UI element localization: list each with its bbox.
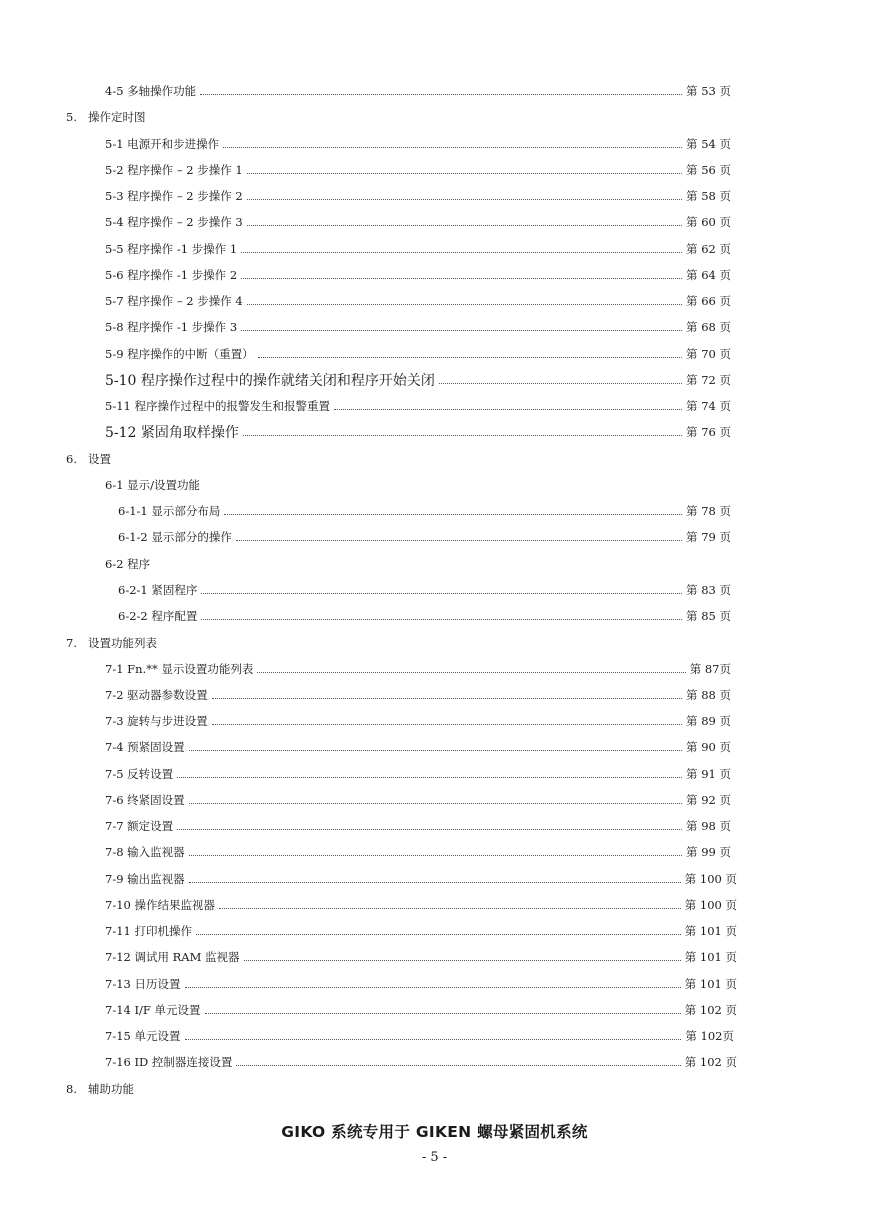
toc-entry-page: 第 56 页 (686, 163, 731, 177)
toc-entry-label: 6-1 显示/设置功能 (105, 478, 201, 492)
dot-leader (189, 855, 682, 856)
toc-section-heading[interactable] (66, 106, 146, 128)
toc-entry-label: 7-16 ID 控制器连接设置 (105, 1055, 233, 1069)
toc-section-heading[interactable] (66, 632, 157, 654)
toc-subheading[interactable] (105, 553, 150, 575)
dot-leader (189, 882, 681, 883)
toc-entry-label: 5-5 程序操作 -1 步操作 1 (105, 242, 238, 256)
toc-entry-label: 6-1-2 显示部分的操作 (118, 530, 232, 544)
toc-entry[interactable] (105, 999, 737, 1021)
dot-leader (189, 750, 682, 751)
dot-leader (241, 278, 682, 279)
toc-entry[interactable] (105, 894, 737, 916)
toc-entry[interactable] (118, 579, 731, 601)
dot-leader (185, 1039, 682, 1040)
toc-entry-page: 第 102 页 (684, 1003, 737, 1017)
toc-entry-page: 第 58 页 (686, 189, 731, 203)
dot-leader (243, 435, 682, 436)
toc-entry[interactable] (105, 395, 731, 417)
dot-leader (223, 147, 682, 148)
toc-entry-page: 第 70 页 (686, 347, 731, 361)
toc-entry-label: 5-4 程序操作 – 2 步操作 3 (105, 215, 243, 229)
toc-entry-page: 第 90 页 (686, 740, 731, 754)
toc-entry-page: 第 101 页 (684, 924, 737, 938)
toc-entry-page: 第 60 页 (686, 215, 731, 229)
dot-leader (189, 803, 682, 804)
toc-entry[interactable] (105, 1051, 737, 1073)
section-title: 设置功能列表 (88, 636, 157, 650)
toc-entry-label: 5-9 程序操作的中断（重置） (105, 347, 254, 361)
toc-entry-page: 第 83 页 (686, 583, 731, 597)
dot-leader (258, 357, 682, 358)
toc-entry-page: 第 102页 (685, 1029, 734, 1043)
dot-leader (212, 724, 682, 725)
toc-entry-label: 7-11 打印机操作 (105, 924, 192, 938)
section-number: 6. (66, 452, 77, 466)
dot-leader (247, 199, 682, 200)
section-number: 8. (66, 1082, 77, 1096)
section-title: 设置 (88, 452, 111, 466)
toc-entry-page: 第 88 页 (686, 688, 731, 702)
toc-entry[interactable] (105, 238, 731, 260)
toc-entry-label: 7-8 输入监视器 (105, 845, 185, 859)
toc-entry-page: 第 64 页 (686, 268, 731, 282)
toc-entry[interactable] (105, 80, 731, 102)
toc-entry[interactable] (118, 500, 731, 522)
dot-leader (224, 514, 682, 515)
dot-leader (196, 934, 681, 935)
toc-entry[interactable] (105, 815, 731, 837)
toc-entry-label: 7-12 调试用 RAM 监视器 (105, 950, 240, 964)
dot-leader (247, 304, 682, 305)
toc-section-heading[interactable] (66, 448, 111, 470)
section-number: 7. (66, 636, 77, 650)
dot-leader (236, 1065, 680, 1066)
toc-entry[interactable] (118, 526, 731, 548)
toc-entry[interactable] (105, 290, 731, 312)
toc-entry-page: 第 102 页 (684, 1055, 737, 1069)
toc-entry-label: 6-1-1 显示部分布局 (118, 504, 221, 518)
dot-leader (244, 960, 681, 961)
toc-entry-label: 7-2 驱动器参数设置 (105, 688, 208, 702)
toc-entry-page: 第 91 页 (686, 767, 731, 781)
dot-leader (219, 908, 681, 909)
dot-leader (247, 225, 682, 226)
toc-entry-label: 7-7 额定设置 (105, 819, 174, 833)
toc-entry[interactable] (105, 946, 737, 968)
toc-entry[interactable] (105, 264, 731, 286)
toc-entry-label: 7-9 输出监视器 (105, 872, 185, 886)
toc-section-heading[interactable] (66, 1078, 134, 1100)
toc-entry-page: 第 78 页 (686, 504, 731, 518)
toc-entry[interactable] (105, 211, 731, 233)
toc-entry-page: 第 72 页 (686, 373, 731, 387)
toc-entry-page: 第 74 页 (686, 399, 731, 413)
toc-entry[interactable] (105, 789, 731, 811)
toc-entry[interactable] (105, 159, 731, 181)
toc-entry[interactable] (105, 185, 731, 207)
toc-entry[interactable] (105, 369, 731, 391)
toc-entry[interactable] (105, 316, 731, 338)
toc-entry[interactable] (105, 973, 737, 995)
section-title: 操作定时图 (88, 110, 146, 124)
dot-leader (177, 777, 682, 778)
toc-entry-label: 7-15 单元设置 (105, 1029, 181, 1043)
dot-leader (185, 987, 681, 988)
dot-leader (201, 593, 682, 594)
dot-leader (247, 173, 682, 174)
dot-leader (257, 672, 685, 673)
toc-entry[interactable] (105, 710, 731, 732)
toc-entry-label: 7-13 日历设置 (105, 977, 181, 991)
dot-leader (236, 540, 682, 541)
toc-entry[interactable] (105, 684, 731, 706)
toc-entry[interactable] (105, 1025, 734, 1047)
toc-entry-label: 4-5 多轴操作功能 (105, 84, 197, 98)
dot-leader (200, 94, 682, 95)
toc-entry-page: 第 68 页 (686, 320, 731, 334)
toc-entry-label: 7-14 I/F 单元设置 (105, 1003, 201, 1017)
toc-entry[interactable] (105, 421, 731, 443)
toc-entry-label: 7-5 反转设置 (105, 767, 174, 781)
toc-entry-page: 第 85 页 (686, 609, 731, 623)
page-number: - 5 - (421, 1150, 448, 1165)
toc-entry[interactable] (105, 736, 731, 758)
toc-entry-page: 第 76 页 (686, 425, 731, 439)
toc-entry[interactable] (105, 841, 731, 863)
toc-entry-label: 5-10 程序操作过程中的操作就绪关闭和程序开始关闭 (105, 373, 435, 389)
dot-leader (205, 1013, 681, 1014)
toc-entry-label: 7-10 操作结果监视器 (105, 898, 215, 912)
toc-subheading[interactable] (105, 474, 200, 496)
toc-entry-label: 5-8 程序操作 -1 步操作 3 (105, 320, 238, 334)
toc-entry-page: 第 54 页 (686, 137, 731, 151)
section-title: 辅助功能 (88, 1082, 134, 1096)
dot-leader (241, 252, 682, 253)
toc-entry-page: 第 53 页 (686, 84, 731, 98)
toc-entry[interactable] (105, 868, 737, 890)
toc-entry-label: 6-2 程序 (105, 557, 151, 571)
toc-entry-page: 第 87页 (689, 662, 731, 676)
toc-entry-page: 第 100 页 (684, 898, 737, 912)
dot-leader (177, 829, 682, 830)
toc-entry-page: 第 89 页 (686, 714, 731, 728)
dot-leader (334, 409, 682, 410)
toc-entry[interactable] (105, 133, 731, 155)
toc-entry-page: 第 92 页 (686, 793, 731, 807)
toc-entry-label: 5-11 程序操作过程中的报警发生和报警重置 (105, 399, 330, 413)
toc-entry-label: 5-3 程序操作 – 2 步操作 2 (105, 189, 243, 203)
toc-entry-label: 7-3 旋转与步进设置 (105, 714, 208, 728)
toc-entry-page: 第 101 页 (684, 950, 737, 964)
toc-entry-label: 5-7 程序操作 – 2 步操作 4 (105, 294, 243, 308)
toc-entry-label: 5-6 程序操作 -1 步操作 2 (105, 268, 238, 282)
toc-entry-label: 7-1 Fn.** 显示设置功能列表 (105, 662, 254, 676)
toc-entry[interactable] (105, 763, 731, 785)
toc-entry-label: 6-2-2 程序配置 (118, 609, 198, 623)
toc-entry-label: 6-2-1 紧固程序 (118, 583, 198, 597)
toc-entry-label: 7-6 终紧固设置 (105, 793, 185, 807)
toc-entry-page: 第 101 页 (684, 977, 737, 991)
toc-entry-page: 第 62 页 (686, 242, 731, 256)
toc-entry-label: 7-4 预紧固设置 (105, 740, 185, 754)
dot-leader (212, 698, 682, 699)
toc-entry[interactable] (105, 920, 737, 942)
toc-entry-label: 5-2 程序操作 – 2 步操作 1 (105, 163, 243, 177)
toc-entry-page: 第 79 页 (686, 530, 731, 544)
section-number: 5. (66, 110, 77, 124)
toc-entry[interactable] (105, 658, 731, 680)
dot-leader (201, 619, 682, 620)
toc-entry-label: 5-1 电源开和步进操作 (105, 137, 220, 151)
dot-leader (241, 330, 682, 331)
toc-entry-page: 第 98 页 (686, 819, 731, 833)
toc-entry-page: 第 100 页 (684, 872, 737, 886)
toc-entry-label: 5-12 紧固角取样操作 (105, 425, 239, 441)
dot-leader (439, 383, 682, 384)
toc-entry[interactable] (118, 605, 731, 627)
footer-title: GIKO 系统专用于 GIKEN 螺母紧固机系统 (281, 1123, 588, 1141)
toc-entry-page: 第 99 页 (686, 845, 731, 859)
toc-entry-page: 第 66 页 (686, 294, 731, 308)
toc-entry[interactable] (105, 343, 731, 365)
